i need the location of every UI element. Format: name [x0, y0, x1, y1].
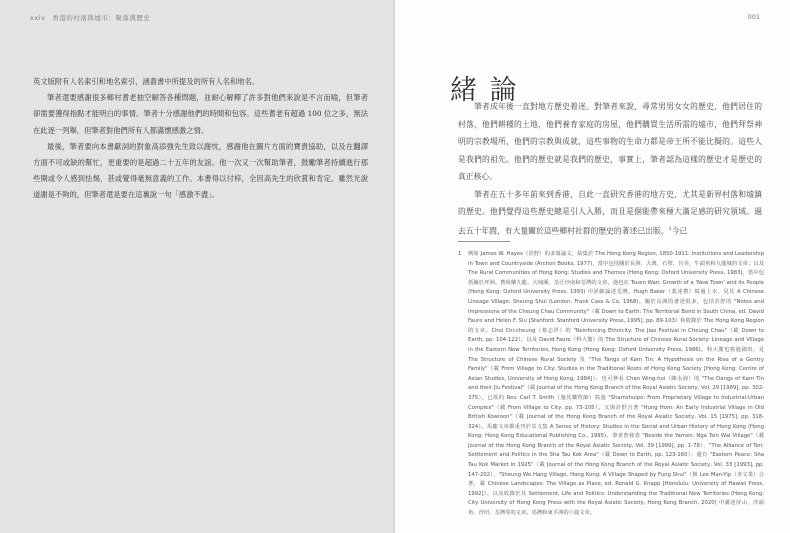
chapter-title: 緒 論	[450, 75, 519, 107]
right-body-text	[458, 98, 762, 240]
footnote	[458, 250, 764, 519]
paragraph	[458, 186, 762, 240]
footnote-text: 例如 James W. Hayes（許舒）的多篇論文，結集於 The Hong Kong Region, 1850-1911: Institutions and Leadership in Town and Countryside (Archon Books, 1977)，當中包括關於長洲、大澳、石壁、且美、牛頭角和九龍城的文章；以及 The Rural Communities of Hong Kong: Studies and Themes (Hong Kong: Oxford University Press, 1983)，當中包括關於坪洲、舊荷蘭九龍、大埔溪、荃汙沙南和荃灣的文章。他也在 Tsuen Wan: Growth of a 'New Town' and its People (Hong Kong: Oxford University Press, 1993) 中詳細論述荃灣。Hugh Baker（裴達禮）寫過上水，見其 A Chinese Lineage Village: Sheung Shui (London: Frank Cass & Co, 1968)。關於長洲的著述很多，包括許舒的 "Notes and Impressions of the Cheung Chau Community"（載 Down to Earth: The Territorial Bond in South China, ed. David Faure and Helen F. Siu [Stanford: Stanford University Press, 1995], pp. 89-103）和收錄於 The Hong Kong Region 的文章。Choi Chi-cheung（蔡志祥）的 "Reinforcing Ethnicity: The Jiao Festival in Cheung Chau"（載 Down to Earth, pp. 104-122）。以及 David Faure（科大衛）的 The Structure of Chinese Rural Society: Lineage and Village in the Eastern New Territories, Hong Kong (Hong Kong: Oxford University Press, 1986)。科大衛也寫過錦田，見 The Structure of Chinese Rural Society 及 "The Tangs of Kam Tin: A Hypothesis on the Rise of a Gentry Family"（載 From Village to City: Studies in the Traditional Roots of Hong Kong Society [Hong Kong: Centre of Asian Studies, University of Hong Kong, 1984]）；也可參看 Chan Wing-hoi（陳永海）的 "The Dangs of Kam Tin and their Jiu Festival"（載 Journal of the Hong Kong Branch of the Royal Asiatic Society, Vol. 29 [1989], pp. 302-375）。已故的 Rev. Carl T. Smith（施其樂牧師）寫過 "Shamshuipo: From Proprietary Village to Industrial-Urban Complex"（載 From Village to City, pp. 73-105）。又與許舒合著 "Hung Hom: An Early Industrial Village in Old British Kowloon"（載 Journal of the Hong Kong Branch of the Royal Asiatic Society, Vol. 15 [1975], pp. 318-324）。馬龐文章都重刊於其文集 A Sense of History: Studies in the Social and Urban History of Hong Kong (Hong Kong: Hong Kong Educational Publishing Co., 1995)。筆者曾發表 "Beside the Yamen: Nga Tsin Wai Village"（載 Journal of the Hong Kong Branch of the Royal Asiatic Society, Vol. 39 [1999], pp. 1-78）、"The Alliance of Ten: Settlement and Politics in the Sha Tau Kok Area"（載 Down to Earth, pp. 123-160）；還有 "Eastern Peace: Sha Tau Kok Market in 1925"（載 Journal of the Hong Kong Branch of the Royal Asiatic Society, Vol. 33 [1993], pp. 147-202）、"Sheung Wo Hang Village, Hong Kong: A Village Shaped by Fung Shui"（與 Lee Man-Yip（李文業）合著，載 Chinese Landscapes: The Village as Place, ed. Ronald G. Knapp [Honolulu: University of Hawaii Press, 1992]）。以及收錄於其 Settlement, Life and Politics: Understanding the Traditional New Territories (Hong Kong: City University of Hong Kong Press with the Royal Asiatic Society, Hong Kong Branch, 2020) 中講述屏山、沙頭角、沙田、荃灣等的文章。馬灣和東平洲的六篇文章。	[468, 251, 764, 517]
paragraph-text: 筆者在五十多年前來到香港，自此一直研究香港的地方史，尤其是新界村落和墟鎮的歷史。他們覺得這些歷史總是引人入勝，而且是個能帶來極大滿足感的研究領域。過去五十年間，有大量關於這些鄉村社群的歷史的著述已出版。	[458, 189, 762, 236]
paragraph: 最後，筆者要向本書獻詞的對象高添強先生致以謝忱，感謝他在圖片方面的寶貴協助，以及在翻譯方面不可或缺的幫忙，更重要的是超過二十五年的友誼。他一次又一次幫助筆者，鼓勵筆者持續進行那些開或令人感到怯惕，甚或覺得毫無意義的工作。本書得以付梓，全因高先生的欣賞和肯定。雖然光說道謝是不夠的，但筆者還是要在這裏說一句「感激不盡」。	[33, 141, 368, 200]
left-body-text	[33, 74, 368, 204]
footnote-marker[interactable]: 1	[668, 225, 672, 232]
footnote-number: 1	[458, 251, 462, 257]
footnote-divider	[458, 241, 510, 242]
paragraph: 筆者還要感謝很多鄉村耆老抽空解答各種問題，並耐心解釋了許多對他們來說是不言而喻，但筆者卻需要獲得指點才能明白的事情。筆者十分感謝他們的時間和包容。這些耆老有超過 100 位之多，無法在此逐一列舉，但筆者對他們所有人都滿懷感激之情。	[33, 93, 368, 135]
running-head: xxiv 香港的村落與墟市：聚落與歷史	[30, 14, 151, 22]
page-number: 001	[747, 13, 760, 21]
paragraph-text: 今已	[671, 226, 688, 236]
paragraph: 筆者成年後一直對地方歷史着迷。對筆者來說，尋常男男女女的歷史，他們居住的村落，他們耕種的土地，他們養育家庭的房屋，他們購買生活所需的墟市，他們拜祭神明的宗教場所，他們的宗教與成就，這些事物的生命力都是帝王所不能比擬的。這些人是我們的祖先。他們的歷史就是我們的歷史，事實上，筆者認為這樣的歷史才是歷史的真正核心。	[458, 102, 762, 181]
paragraph: 英文版附有人名索引和地名索引，涵蓋書中所提及的所有人名和地名。	[33, 77, 260, 86]
